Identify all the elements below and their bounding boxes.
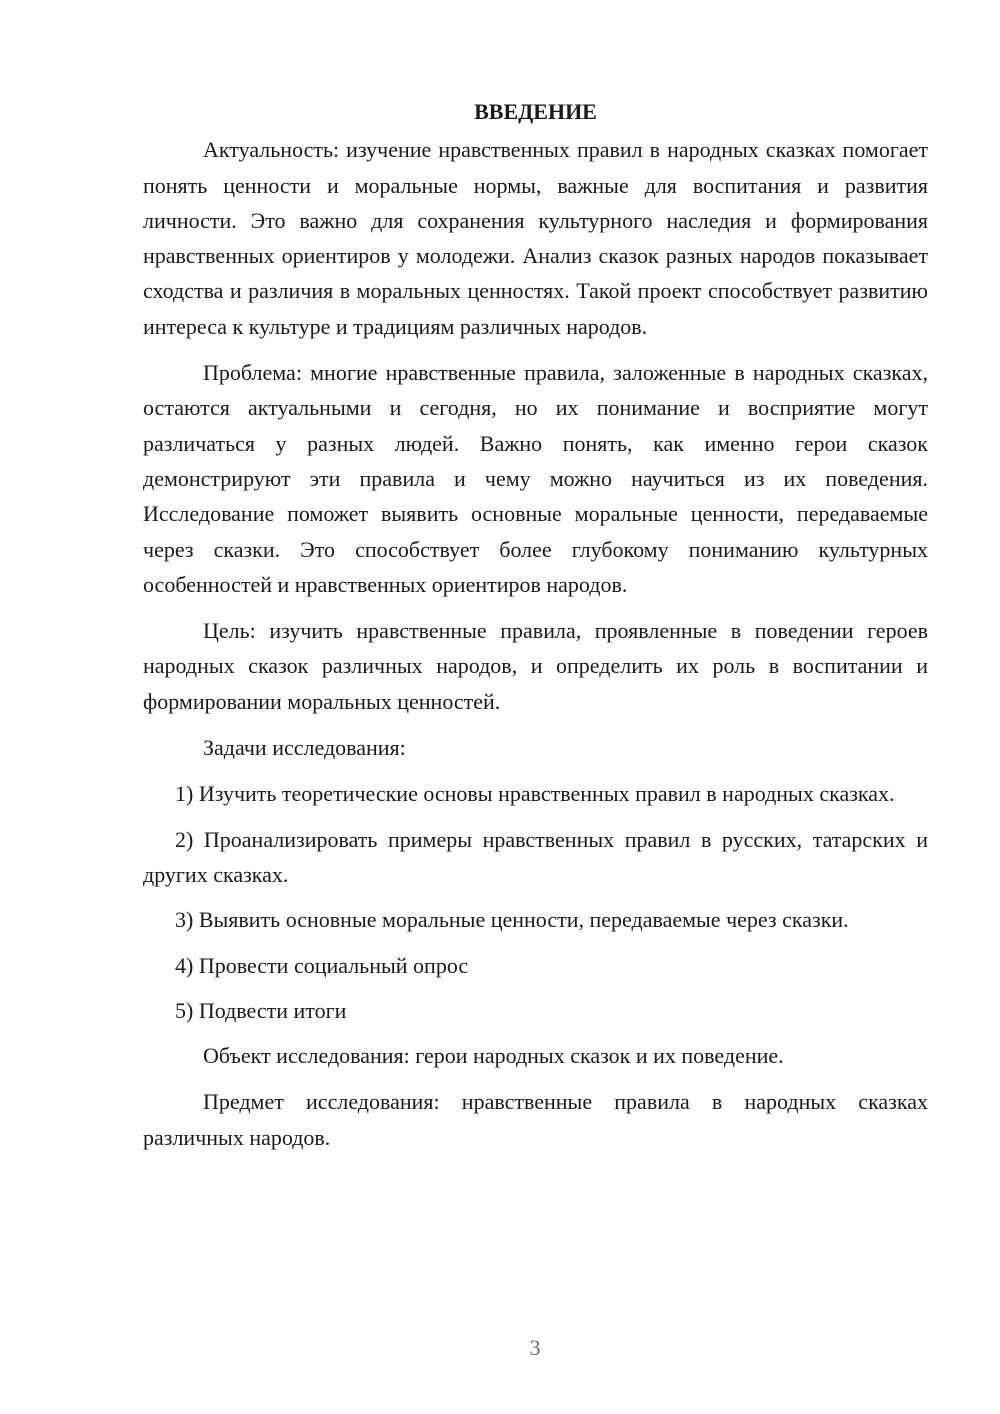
page-number: 3	[529, 1335, 541, 1360]
task-item-3: 3) Выявить основные моральные ценности, передаваемые через сказки.	[175, 907, 849, 933]
task-item-4: 4) Провести социальный опрос	[175, 952, 469, 978]
task-item-1: 1) Изучить теоретические основы нравственных правил в народных сказках.	[175, 781, 895, 807]
relevance-paragraph: Актуальность: изучение нравственных правил в народных сказках помогает понять ценности и моральные нормы, важные для воспитания и развития личности. Это важно для сохранения культурного наследия и формирования нравственных ориентиров у молодежи. Анализ сказок разных народов показывает сходства и различия в моральных ценностях. Такой проект способствует развитию интереса к культуре и традициям различных народов.	[143, 137, 928, 339]
page-content	[143, 94, 928, 1166]
object-paragraph: Объект исследования: герои народных сказок и их поведение.	[203, 1043, 784, 1069]
section-heading: ВВЕДЕНИЕ	[474, 99, 597, 124]
task-item-5: 5) Подвести итоги	[175, 997, 347, 1023]
subject-paragraph: Предмет исследования: нравственные правила в народных сказках различных народов.	[143, 1089, 928, 1150]
task-item-2: 2) Проанализировать примеры нравственных правил в русских, татарских и других сказках.	[143, 826, 928, 887]
problem-paragraph: Проблема: многие нравственные правила, заложенные в народных сказках, остаются актуальными и сегодня, но их понимание и восприятие могут различаться у разных людей. Важно понять, как именно герои сказок демонстрируют эти правила и чему можно научиться из их поведения. Исследование поможет выявить основные моральные ценности, передаваемые через сказки. Это способствует более глубокому пониманию культурных особенностей и нравственных ориентиров народов.	[143, 360, 928, 597]
goal-paragraph: Цель: изучить нравственные правила, проявленные в поведении героев народных сказок различных народов, и определить их роль в воспитании и формировании моральных ценностей.	[143, 618, 928, 714]
tasks-intro: Задачи исследования:	[203, 735, 406, 761]
